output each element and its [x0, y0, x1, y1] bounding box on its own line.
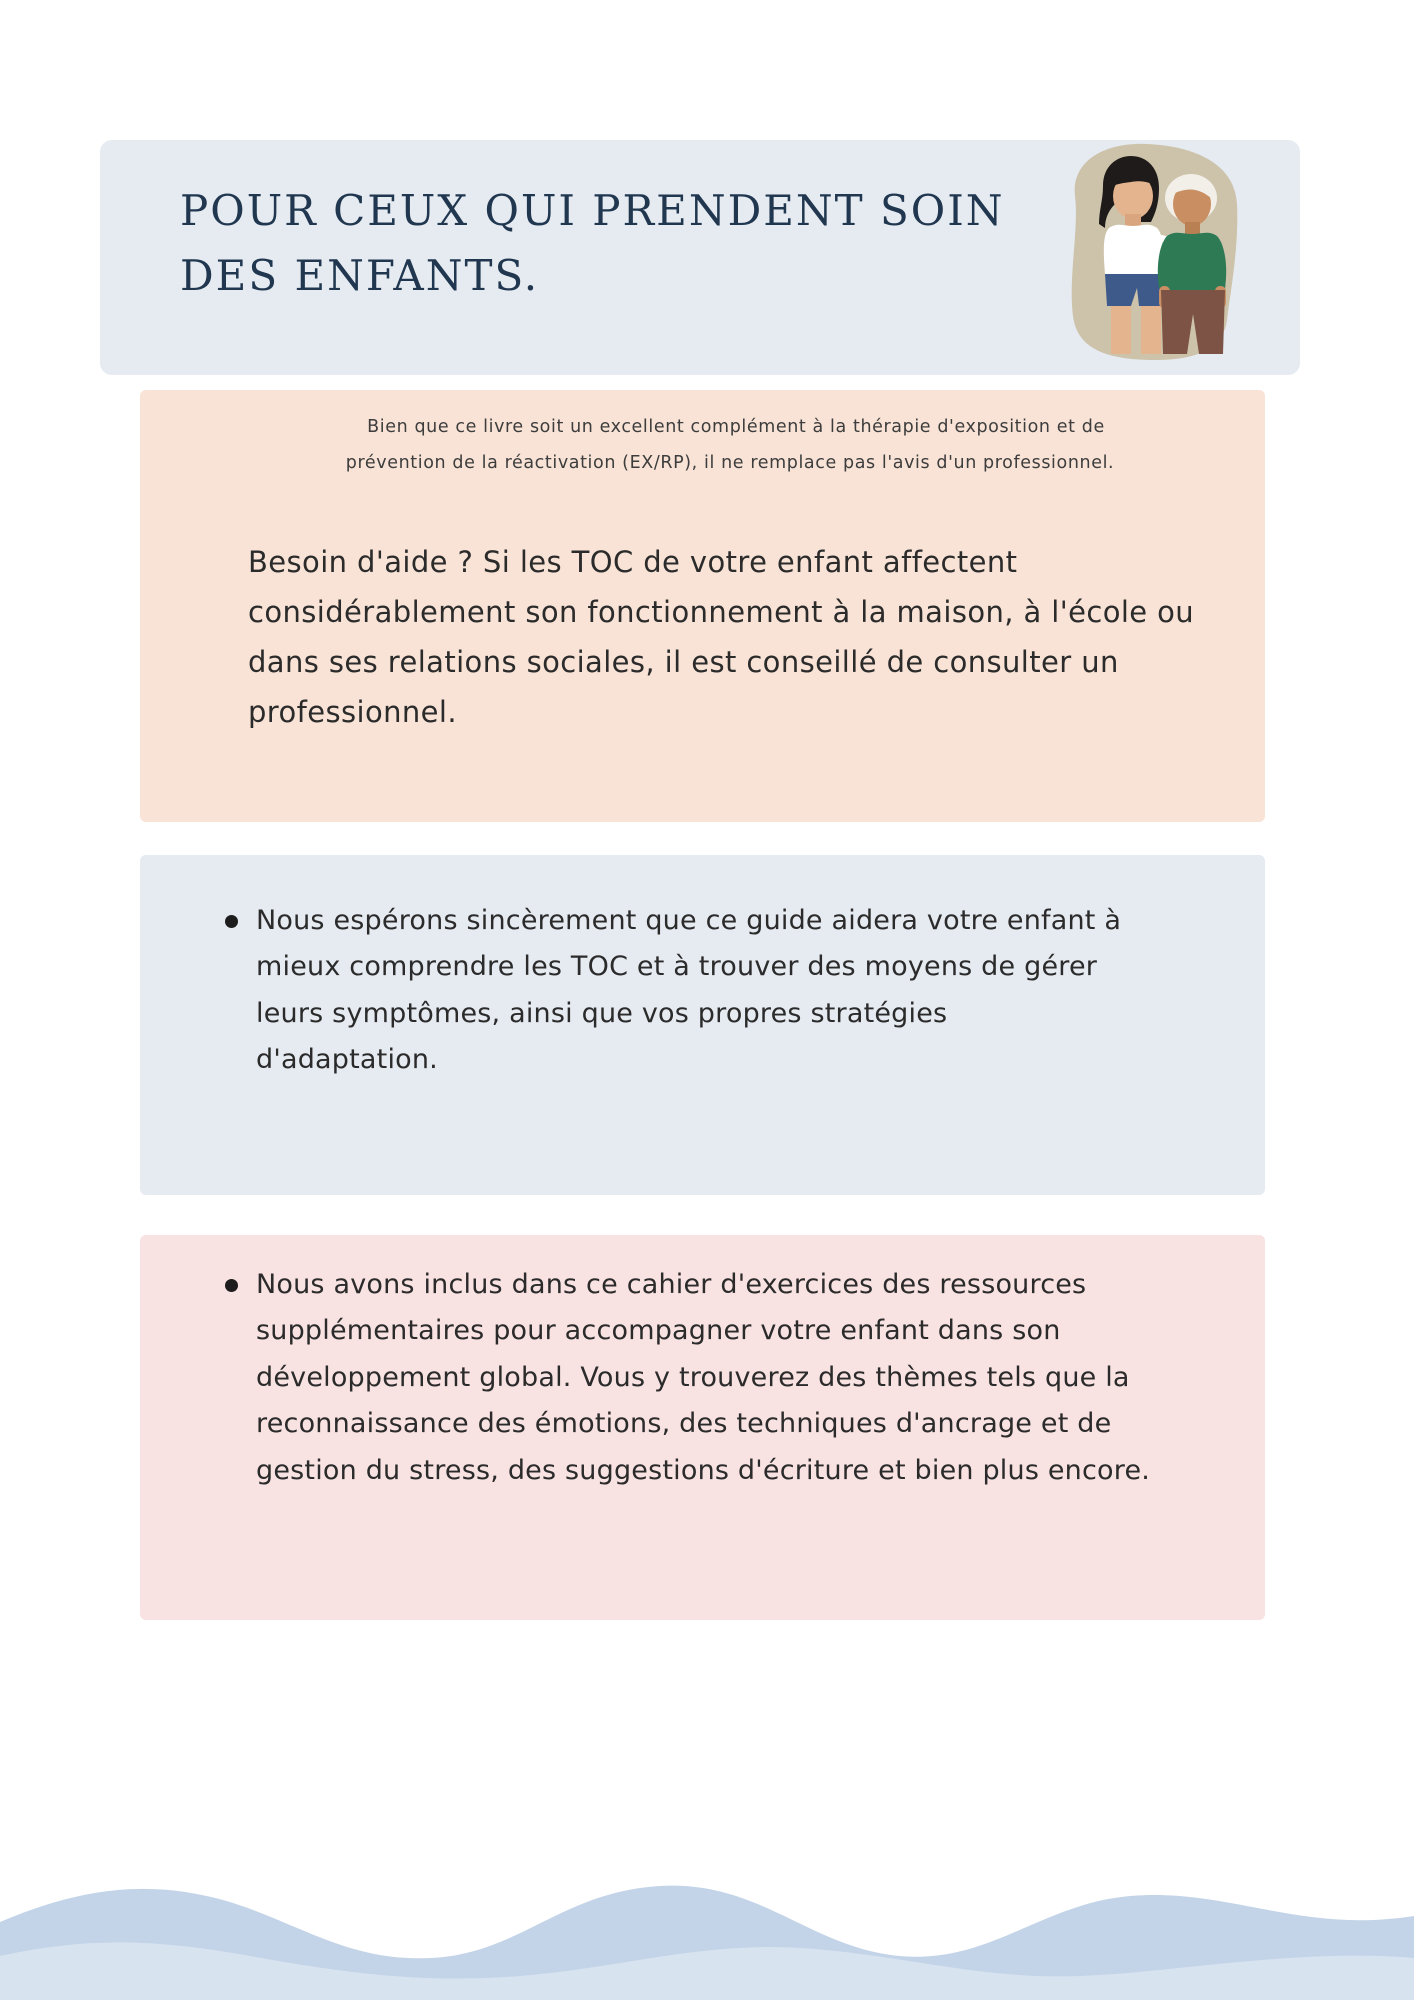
disclaimer-line-1: Bien que ce livre soit un excellent complément à la thérapie d'exposition et de — [367, 417, 1105, 437]
resources-bullet — [225, 1262, 1200, 1494]
disclaimer-text — [250, 410, 1210, 482]
caregivers-illustration-icon — [1055, 138, 1250, 363]
bullet-dot-icon — [225, 915, 238, 928]
resources-bullet-text: Nous avons inclus dans ce cahier d'exercices des ressources supplémentaires pour accompagner votre enfant dans son développement global. Vous y trouverez des thèmes tels que la reconnaissance des émotions, des techniques d'ancrage et de gestion du stress, des suggestions d'écriture et bien plus encore. — [256, 1269, 1151, 1486]
hope-bullet-text: Nous espérons sincèrement que ce guide aidera votre enfant à mieux comprendre les TOC et à trouver des moyens de gérer leurs symptômes, ainsi que vos propres stratégies d'adaptation. — [256, 905, 1122, 1076]
bullet-dot-icon — [225, 1279, 238, 1292]
page-title: POUR CEUX QUI PRENDENT SOIN DES ENFANTS. — [180, 186, 1005, 301]
disclaimer-line-2: prévention de la réactivation (EX/RP), il ne remplace pas l'avis d'un professionnel. — [345, 452, 1115, 473]
hope-bullet — [225, 898, 1125, 1084]
wave-decoration — [0, 1830, 1414, 2000]
lead-paragraph: Besoin d'aide ? Si les TOC de votre enfant affectent considérablement son fonctionnement à la maison, à l'école ou dans ses relations sociales, il est conseillé de consulter un professionnel. — [248, 545, 1195, 730]
